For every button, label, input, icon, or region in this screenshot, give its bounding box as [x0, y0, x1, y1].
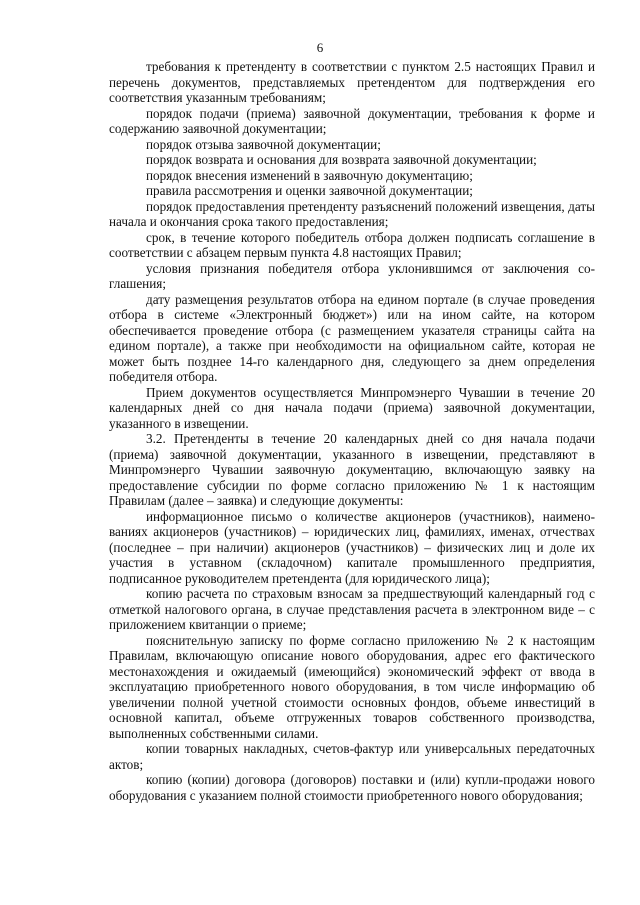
paragraph: информационное письмо о количестве акционеров (участников), наименованиях акционеров (участников) – юридических лиц, фамилиях, именах, отчествах (последнее – при наличии) акционеров (участников) – физических лиц и доле их участия в уставном (складочном) капитале промышленного предприятия, подписанное руководителем претендента (для юридического лица); — [109, 508, 595, 586]
paragraph: требования к претенденту в соответствии с пунктом 2.5 настоящих Правил и перечень документов, представляемых претендентом для подтверждения его соответствия указанным требованиям; — [109, 59, 595, 105]
paragraph: порядок предоставления претенденту разъяснений положений извещения, даты начала и окончания срока такого предоставления; — [109, 198, 595, 229]
paragraph: пояснительную записку по форме согласно приложению № 2 к настоящим Правилам, включающую описание нового оборудования, адрес его фактического местонахождения и ожидаемый (имеющийся) экономический эффект от ввода в эксплуатацию приобретенного нового оборудования, в том числе информацию об увеличении полной учетной стоимости основных фондов, объеме инвестиций в основной капитал, объеме отгруженных товаров собственного производства, выполненных собственными силами. — [109, 632, 595, 741]
paragraph: порядок отзыва заявочной документации; — [146, 136, 381, 152]
paragraph: копии товарных накладных, счетов-фактур или универсальных передаточных актов; — [109, 741, 595, 772]
paragraph: порядок подачи (приема) заявочной документации, требования к форме и содержанию заявочной документации; — [109, 105, 595, 136]
document-body — [109, 59, 595, 803]
paragraph: Прием документов осуществляется Минпромэнерго Чувашии в течение 20 календарных дней со дня начала подачи (приема) заявочной документации, указанного в извещении. — [109, 384, 595, 431]
paragraph: дату размещения результатов отбора на едином портале (в случае проведения отбора в системе «Электронный бюджет») или на ином сайте, на котором обеспечивается проведение отбора (с размещением указателя страницы сайта на едином портале), а также при необходимости на официальном сайте, которая не может быть позднее 14-го календарного дня, следующего за днем определения победителя отбора. — [109, 291, 595, 384]
paragraph: срок, в течение которого победитель отбора должен подписать соглашение в соответствии с абзацем первым пункта 4.8 настоящих Правил; — [109, 229, 595, 260]
paragraph: порядок внесения изменений в заявочную документацию; — [146, 167, 473, 183]
paragraph: правила рассмотрения и оценки заявочной документации; — [146, 183, 473, 198]
page-number: 6 — [316, 40, 324, 55]
paragraph: копию (копии) договора (договоров) поставки и (или) купли-продажи нового оборудования с указанием полной стоимости приобретенного нового оборудования; — [109, 772, 595, 803]
paragraph: условия признания победителя отбора уклонившимся от заключения соглашения; — [109, 260, 595, 291]
paragraph: копию расчета по страховым взносам за предшествующий календарный год с отметкой налогового органа, в случае представления расчета в электронном виде – с приложением квитанции о приеме; — [109, 586, 595, 632]
paragraph: 3.2. Претенденты в течение 20 календарных дней со дня начала подачи (приема) заявочной документации, указанного в извещении, представляют в Минпромэнерго Чувашии заявочную документацию, включающую заявку на предоставление субсидии по форме согласно приложению № 1 к настоящим Правилам (далее – заявка) и следующие документы: — [109, 431, 595, 508]
paragraph: порядок возврата и основания для возврата заявочной документации; — [146, 152, 537, 167]
